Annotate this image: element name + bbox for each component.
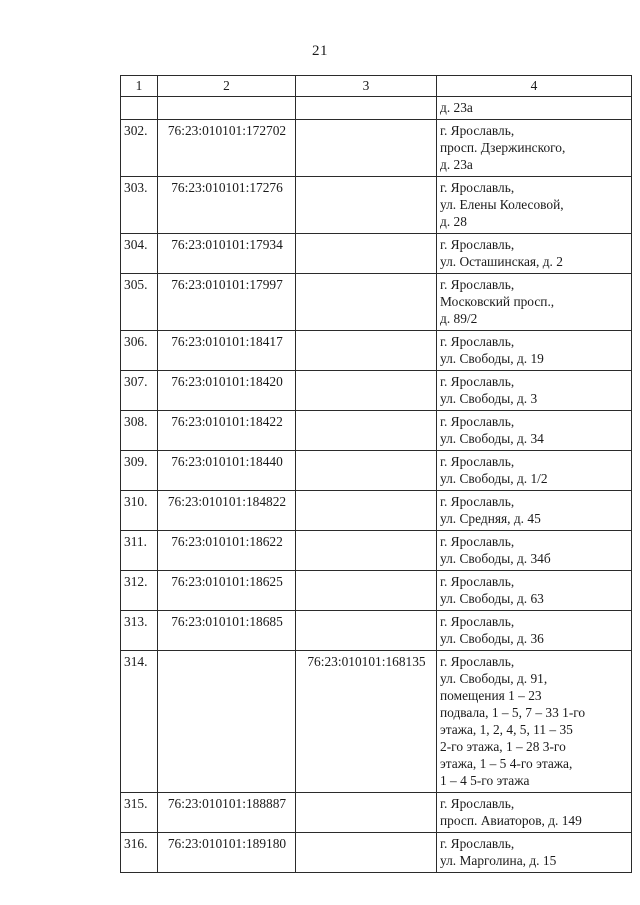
address-line: г. Ярославль,: [440, 454, 515, 469]
row-number: 304.: [121, 234, 158, 274]
address-line: д. 28: [440, 214, 467, 229]
address-cell: [437, 793, 632, 833]
address-line: Московский просп.,: [440, 294, 555, 309]
address-line: этажа, 1 – 5 4-го этажа,: [440, 756, 573, 771]
cadastral-number-premises: [296, 451, 437, 491]
address-line: ул. Свободы, д. 63: [440, 591, 544, 606]
address-cell: [437, 531, 632, 571]
address-cell: [437, 611, 632, 651]
cadastral-number-premises: [296, 120, 437, 177]
cadastral-number-premises: [296, 793, 437, 833]
address-line: ул. Свободы, д. 34: [440, 431, 544, 446]
table-row: [121, 274, 632, 331]
cadastral-number-premises: [296, 491, 437, 531]
address-cell: [437, 651, 632, 793]
table-row: [121, 451, 632, 491]
row-number: 310.: [121, 491, 158, 531]
address-line: г. Ярославль,: [440, 796, 515, 811]
cadastral-number-premises: [296, 274, 437, 331]
address-cell: [437, 451, 632, 491]
header-row: [121, 76, 632, 97]
address-cell: [437, 833, 632, 873]
table-row: [121, 371, 632, 411]
cadastral-number-land: 76:23:010101:184822: [158, 491, 296, 531]
column-header-4: 4: [437, 76, 632, 97]
table-row: [121, 177, 632, 234]
address-line: ул. Елены Колесовой,: [440, 197, 564, 212]
table-row: [121, 531, 632, 571]
cadastral-number-land: 76:23:010101:17276: [158, 177, 296, 234]
cadastral-number-premises: [296, 611, 437, 651]
address-line: ул. Средняя, д. 45: [440, 511, 541, 526]
address-line: г. Ярославль,: [440, 534, 515, 549]
table-row: [121, 793, 632, 833]
cadastral-number-premises: 76:23:010101:168135: [296, 651, 437, 793]
address-line: подвала, 1 – 5, 7 – 33 1-го: [440, 705, 586, 720]
address-cell: [437, 371, 632, 411]
cadastral-number-premises: [296, 234, 437, 274]
address-line: ул. Марголина, д. 15: [440, 853, 557, 868]
address-line: 2-го этажа, 1 – 28 3-го: [440, 739, 566, 754]
address-line: д. 23а: [440, 100, 473, 115]
cadastral-number-land: 76:23:010101:18440: [158, 451, 296, 491]
table-body: [121, 97, 632, 873]
cadastral-number-land: 76:23:010101:189180: [158, 833, 296, 873]
cadastral-number-land: [158, 651, 296, 793]
cadastral-number-land: 76:23:010101:172702: [158, 120, 296, 177]
cadastral-number-land: 76:23:010101:18420: [158, 371, 296, 411]
cadastral-number-premises: [296, 331, 437, 371]
address-line: 1 – 4 5-го этажа: [440, 773, 530, 788]
cadastral-number-premises: [296, 571, 437, 611]
table-row: [121, 611, 632, 651]
address-line: ул. Осташинская, д. 2: [440, 254, 563, 269]
row-number: 303.: [121, 177, 158, 234]
cadastral-number-land: 76:23:010101:18417: [158, 331, 296, 371]
address-line: г. Ярославль,: [440, 654, 515, 669]
cadastral-number-land: [158, 97, 296, 120]
row-number: [121, 97, 158, 120]
cadastral-number-premises: [296, 833, 437, 873]
table-row: [121, 651, 632, 793]
table-row: [121, 120, 632, 177]
address-line: г. Ярославль,: [440, 414, 515, 429]
row-number: 305.: [121, 274, 158, 331]
cadastral-number-premises: [296, 411, 437, 451]
address-line: этажа, 1, 2, 4, 5, 11 – 35: [440, 722, 573, 737]
cadastral-number-land: 76:23:010101:18422: [158, 411, 296, 451]
address-line: г. Ярославль,: [440, 334, 515, 349]
address-line: ул. Свободы, д. 36: [440, 631, 544, 646]
address-line: г. Ярославль,: [440, 180, 515, 195]
column-header-2: 2: [158, 76, 296, 97]
address-line: ул. Свободы, д. 91,: [440, 671, 548, 686]
address-line: г. Ярославль,: [440, 574, 515, 589]
row-number: 316.: [121, 833, 158, 873]
table-row: [121, 571, 632, 611]
address-line: просп. Авиаторов, д. 149: [440, 813, 582, 828]
address-cell: [437, 120, 632, 177]
address-line: ул. Свободы, д. 19: [440, 351, 544, 366]
table-row: [121, 411, 632, 451]
address-cell: [437, 331, 632, 371]
row-number: 308.: [121, 411, 158, 451]
address-line: г. Ярославль,: [440, 123, 515, 138]
cadastral-number-premises: [296, 97, 437, 120]
address-line: ул. Свободы, д. 3: [440, 391, 538, 406]
column-header-1: 1: [121, 76, 158, 97]
address-cell: [437, 97, 632, 120]
row-number: 307.: [121, 371, 158, 411]
address-line: г. Ярославль,: [440, 836, 515, 851]
address-cell: [437, 411, 632, 451]
table-row: [121, 331, 632, 371]
address-cell: [437, 274, 632, 331]
cadastral-number-premises: [296, 531, 437, 571]
address-cell: [437, 177, 632, 234]
table-row: [121, 97, 632, 120]
address-line: г. Ярославль,: [440, 614, 515, 629]
column-header-3: 3: [296, 76, 437, 97]
row-number: 313.: [121, 611, 158, 651]
address-line: г. Ярославль,: [440, 374, 515, 389]
address-line: просп. Дзержинского,: [440, 140, 566, 155]
table-row: [121, 833, 632, 873]
address-line: д. 23а: [440, 157, 473, 172]
address-line: г. Ярославль,: [440, 277, 515, 292]
address-line: ул. Свободы, д. 1/2: [440, 471, 548, 486]
address-line: д. 89/2: [440, 311, 478, 326]
address-line: г. Ярославль,: [440, 237, 515, 252]
row-number: 302.: [121, 120, 158, 177]
address-cell: [437, 491, 632, 531]
registry-table: [120, 75, 632, 873]
cadastral-number-land: 76:23:010101:17934: [158, 234, 296, 274]
address-cell: [437, 234, 632, 274]
cadastral-number-premises: [296, 177, 437, 234]
address-line: г. Ярославль,: [440, 494, 515, 509]
cadastral-number-land: 76:23:010101:18625: [158, 571, 296, 611]
address-line: помещения 1 – 23: [440, 688, 542, 703]
table-row: [121, 234, 632, 274]
row-number: 312.: [121, 571, 158, 611]
row-number: 315.: [121, 793, 158, 833]
cadastral-number-land: 76:23:010101:17997: [158, 274, 296, 331]
address-line: ул. Свободы, д. 34б: [440, 551, 551, 566]
cadastral-number-land: 76:23:010101:18622: [158, 531, 296, 571]
row-number: 311.: [121, 531, 158, 571]
row-number: 314.: [121, 651, 158, 793]
cadastral-number-land: 76:23:010101:188887: [158, 793, 296, 833]
row-number: 309.: [121, 451, 158, 491]
page-number: 21: [312, 43, 328, 59]
cadastral-number-premises: [296, 371, 437, 411]
cadastral-number-land: 76:23:010101:18685: [158, 611, 296, 651]
address-cell: [437, 571, 632, 611]
table-row: [121, 491, 632, 531]
row-number: 306.: [121, 331, 158, 371]
